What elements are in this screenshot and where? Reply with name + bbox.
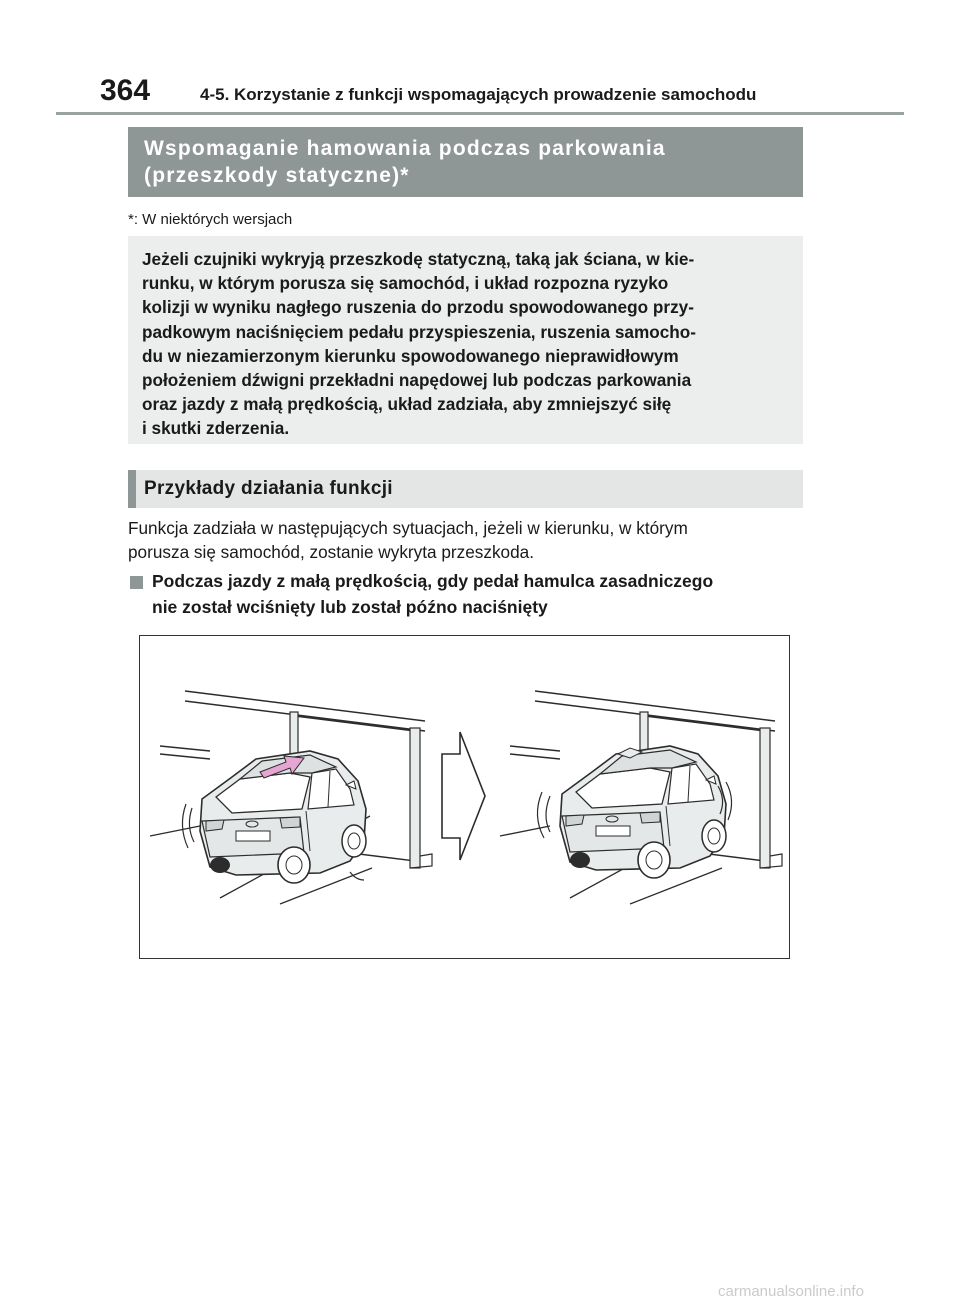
page-number: 364	[100, 74, 151, 107]
subsection-title: Przykłady działania funkcji	[128, 470, 803, 508]
intro-paragraph	[128, 516, 808, 564]
running-header: 4-5. Korzystanie z funkcji wspomagających prowadzenie samochodu	[200, 85, 757, 104]
version-footnote: *: W niektórych wersjach	[128, 211, 293, 228]
info-line: położeniem dźwigni przekładni napędowej lub podczas parkowania	[142, 370, 692, 391]
header-rule	[56, 112, 904, 115]
section-title-line: Wspomaganie hamowania podczas parkowania	[144, 137, 666, 160]
info-line: padkowym naciśnięciem pedału przyspieszenia, ruszenia samocho-	[142, 321, 697, 342]
case-heading	[152, 568, 812, 620]
square-bullet-icon	[130, 576, 143, 589]
case-heading-line: Podczas jazdy z małą prędkością, gdy pedał hamulca zasadniczego	[152, 571, 714, 591]
case-heading-line: nie został wciśnięty lub został późno naciśnięty	[152, 597, 548, 617]
info-box	[128, 236, 803, 444]
intro-line: Funkcja zadziała w następujących sytuacjach, jeżeli w kierunku, w którym	[128, 518, 688, 538]
info-line: oraz jazdy z małą prędkością, układ zadziała, aby zmniejszyć siłę	[142, 394, 672, 415]
section-title	[128, 127, 803, 197]
scene-left	[150, 691, 432, 904]
scene-right	[500, 691, 782, 904]
info-line: du w niezamierzonym kierunku spowodowanego nieprawidłowym	[142, 345, 679, 366]
info-line: runku, w którym porusza się samochód, i układ rozpozna ryzyko	[142, 273, 669, 294]
parking-illustration	[139, 635, 790, 959]
section-title-line: (przeszkody statyczne)*	[144, 164, 410, 187]
intro-line: porusza się samochód, zostanie wykryta przeszkoda.	[128, 542, 535, 562]
info-line: Jeżeli czujniki wykryją przeszkodę statyczną, taką jak ściana, w kie-	[142, 249, 695, 269]
info-line: i skutki zderzenia.	[142, 418, 290, 439]
info-line: kolizji w wyniku nagłego ruszenia do przodu spowodowanego przy-	[142, 297, 694, 318]
transition-arrow-icon	[442, 732, 485, 860]
watermark: carmanualsonline.info	[718, 1283, 864, 1300]
